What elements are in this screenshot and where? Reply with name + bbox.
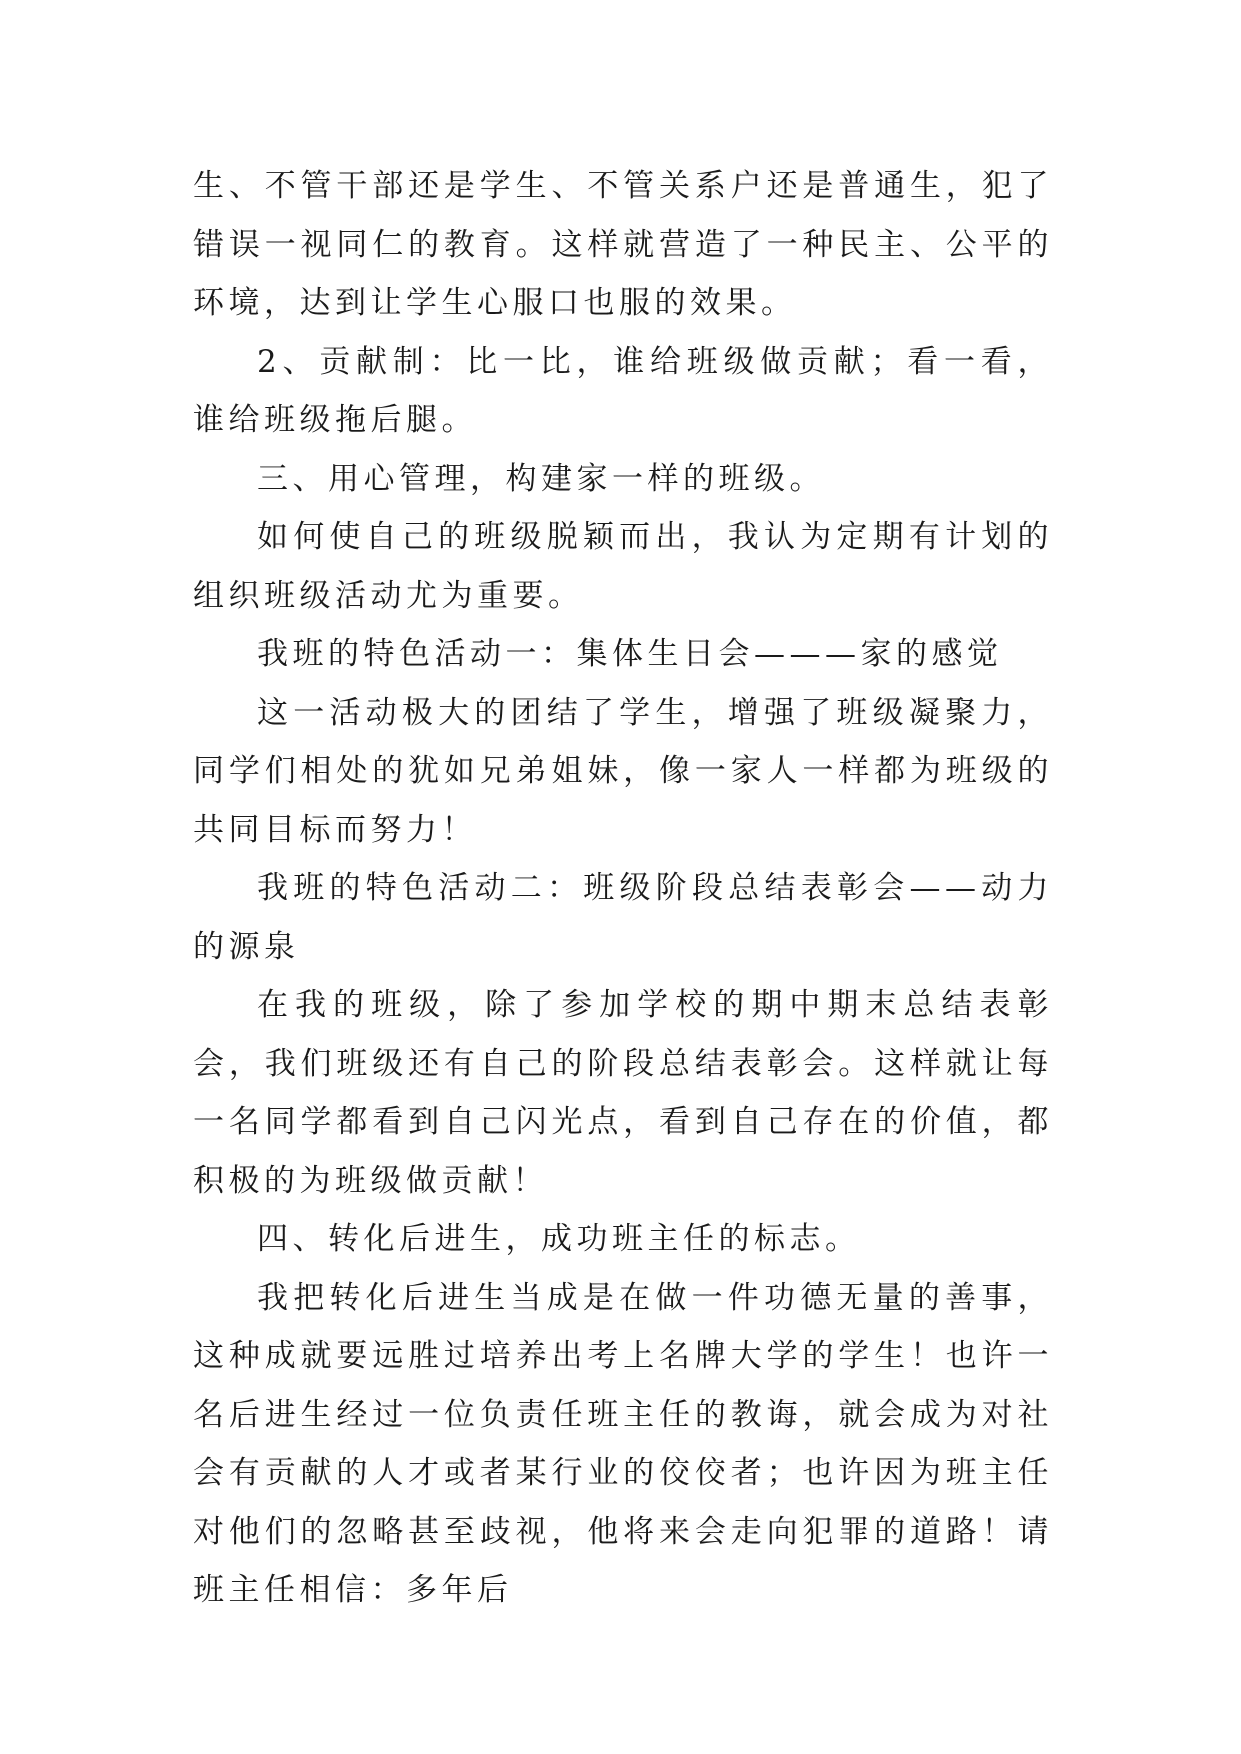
paragraph: 我班的特色活动二：班级阶段总结表彰会——动力的源泉 [193,870,1053,965]
paragraph: 在我的班级，除了参加学校的期中期末总结表彰会，我们班级还有自己的阶段总结表彰会。这样就让每一名同学都看到自己闪光点，看到自己存在的价值，都积极的为班级做贡献！ [193,987,1053,1199]
section-heading: 四、转化后进生，成功班主任的标志。 [257,1221,861,1257]
paragraph: 我班的特色活动一：集体生日会———家的感觉 [257,636,1003,672]
section-heading: 三、用心管理，构建家一样的班级。 [257,460,825,497]
paragraph: 如何使自己的班级脱颖而出，我认为定期有计划的组织班级活动尤为重要。 [193,519,1053,614]
paragraph: 我把转化后进生当成是在做一件功德无量的善事，这种成就要远胜过培养出考上名牌大学的学生！也许一名后进生经过一位负责任班主任的教诲，就会成为对社会有贡献的人才或者某行业的佼佼者；也许因为班主任对他们的忽略甚至歧视，他将来会走向犯罪的道路！请班主任相信：多年后 [193,1279,1053,1608]
paragraph: 生、不管干部还是学生、不管关系户还是普通生，犯了错误一视同仁的教育。这样就营造了一种民主、公平的环境，达到让学生心服口也服的效果。 [193,168,1053,321]
paragraph: 这一活动极大的团结了学生，增强了班级凝聚力，同学们相处的犹如兄弟姐妹，像一家人一样都为班级的共同目标而努力！ [193,694,1053,848]
body-text [193,157,1053,1620]
paragraph: 2、贡献制：比一比，谁给班级做贡献；看一看，谁给班级拖后腿。 [193,343,1053,438]
